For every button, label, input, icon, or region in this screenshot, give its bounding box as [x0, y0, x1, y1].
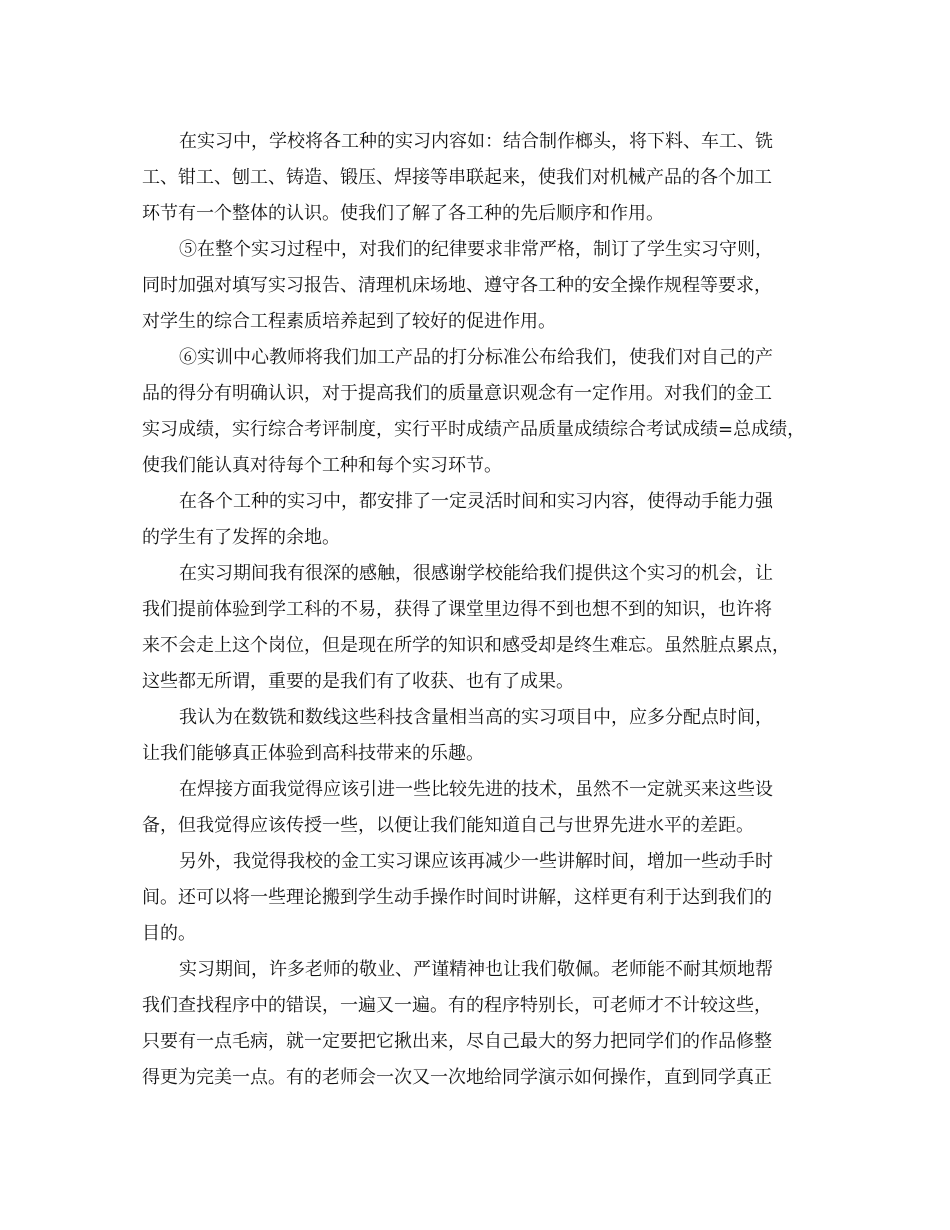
text-line: ⑥实训中心教师将我们加工产品的打分标准公布给我们，使我们对自己的产: [179, 347, 773, 368]
text-line: 得更为完美一点。有的老师会一次又一次地给同学演示如何操作，直到同学真正: [142, 1067, 772, 1088]
text-line: 目的。: [142, 923, 196, 944]
text-line: 备，但我觉得应该传授一些，以便让我们能知道自己与世界先进水平的差距。: [142, 815, 754, 836]
text-line: 实习期间，许多老师的敬业、严谨精神也让我们敬佩。老师能不耐其烦地帮: [179, 959, 773, 980]
text-line: 工、钳工、刨工、铸造、锻压、焊接等串联起来，使我们对机械产品的各个加工: [142, 167, 772, 188]
text-line: 间。还可以将一些理论搬到学生动手操作时间时讲解，这样更有利于达到我们的: [142, 887, 772, 908]
text-line: 对学生的综合工程素质培养起到了较好的促进作用。: [142, 311, 556, 332]
text-line: 品的得分有明确认识，对于提高我们的质量意识观念有一定作用。对我们的金工: [142, 383, 772, 404]
text-line: 的学生有了发挥的余地。: [142, 527, 340, 548]
text-line: 只要有一点毛病，就一定要把它揪出来，尽自己最大的努力把同学们的作品修整: [142, 1031, 772, 1052]
document-body: [142, 124, 822, 1096]
text-line: 同时加强对填写实习报告、清理机床场地、遵守各工种的安全操作规程等要求，: [142, 275, 772, 296]
text-line: 使我们能认真对待每个工种和每个实习环节。: [142, 455, 502, 476]
text-line: 这些都无所谓，重要的是我们有了收获、也有了成果。: [142, 671, 574, 692]
text-line: 我们提前体验到学工科的不易，获得了课堂里边得不到也想不到的知识，也许将: [142, 599, 772, 620]
text-line: 在实习期间我有很深的感触，很感谢学校能给我们提供这个实习的机会，让: [179, 563, 773, 584]
text-line: 我们查找程序中的错误，一遍又一遍。有的程序特别长，可老师才不计较这些，: [142, 995, 772, 1016]
text-line: 我认为在数铣和数线这些科技含量相当高的实习项目中，应多分配点时间，: [179, 707, 773, 728]
text-line: 环节有一个整体的认识。使我们了解了各工种的先后顺序和作用。: [142, 203, 664, 224]
text-line: 在焊接方面我觉得应该引进一些比较先进的技术，虽然不一定就买来这些设: [179, 779, 773, 800]
text-line: 让我们能够真正体验到高科技带来的乐趣。: [142, 743, 484, 764]
text-line: 在实习中，学校将各工种的实习内容如：结合制作榔头，将下料、车工、铣: [179, 131, 773, 152]
text-line: 在各个工种的实习中，都安排了一定灵活时间和实习内容，使得动手能力强: [179, 491, 773, 512]
text-line: 另外，我觉得我校的金工实习课应该再减少一些讲解时间，增加一些动手时: [179, 851, 773, 872]
text-line: 实习成绩，实行综合考评制度，实行平时成绩产品质量成绩综合考试成绩=总成绩，: [142, 419, 806, 440]
text-line: ⑤在整个实习过程中，对我们的纪律要求非常严格，制订了学生实习守则，: [179, 239, 773, 260]
text-line: 来不会走上这个岗位，但是现在所学的知识和感受却是终生难忘。虽然脏点累点，: [142, 635, 790, 656]
